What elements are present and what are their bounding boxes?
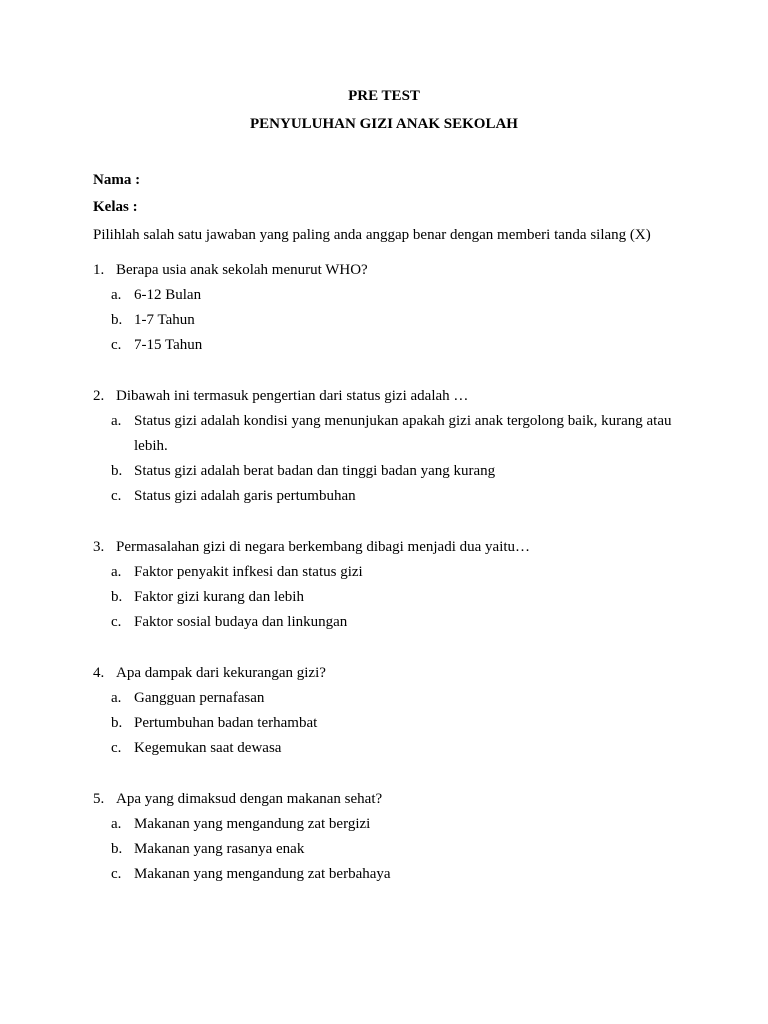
option-letter: b.	[111, 715, 123, 731]
option-letter: c.	[111, 488, 122, 504]
option-text: 1-7 Tahun	[134, 312, 195, 328]
answer-option	[93, 862, 673, 887]
document-subtitle: PENYULUHAN GIZI ANAK SEKOLAH	[250, 116, 518, 132]
option-text: Faktor gizi kurang dan lebih	[134, 589, 304, 605]
question-number: 3.	[93, 539, 105, 555]
option-letter: c.	[111, 614, 122, 630]
option-text: Gangguan pernafasan	[134, 690, 265, 706]
option-letter: b.	[111, 841, 123, 857]
option-letter: a.	[111, 690, 122, 706]
question-1	[93, 258, 673, 358]
option-letter: a.	[111, 564, 122, 580]
option-letter: a.	[111, 413, 122, 429]
answer-option	[93, 409, 673, 459]
answer-option	[93, 484, 673, 509]
option-text: Status gizi adalah garis pertumbuhan	[134, 488, 356, 504]
question-text: Berapa usia anak sekolah menurut WHO?	[116, 262, 368, 278]
option-letter: a.	[111, 816, 122, 832]
option-text: 6-12 Bulan	[134, 287, 202, 303]
question-5	[93, 787, 673, 887]
option-letter: c.	[111, 866, 122, 882]
answer-option	[93, 283, 673, 308]
nama-field-label: Nama :	[93, 172, 141, 188]
question-text: Apa dampak dari kekurangan gizi?	[116, 665, 326, 681]
answer-option	[93, 308, 673, 333]
document-title: PRE TEST	[348, 88, 420, 104]
option-text: Makanan yang mengandung zat berbahaya	[134, 866, 391, 882]
option-letter: b.	[111, 463, 123, 479]
option-text: Kegemukan saat dewasa	[134, 740, 282, 756]
instruction-text: Pilihlah salah satu jawaban yang paling anda anggap benar dengan memberi tanda silang (X)	[93, 227, 651, 243]
answer-option	[93, 736, 673, 761]
answer-option	[93, 333, 673, 358]
question-text: Apa yang dimaksud dengan makanan sehat?	[116, 791, 383, 807]
answer-option	[93, 610, 673, 635]
answer-option	[93, 837, 673, 862]
option-letter: a.	[111, 287, 122, 303]
question-3	[93, 535, 673, 635]
question-text: Dibawah ini termasuk pengertian dari status gizi adalah …	[116, 388, 469, 404]
question-number: 4.	[93, 665, 105, 681]
option-text: Makanan yang mengandung zat bergizi	[134, 816, 371, 832]
question-4	[93, 661, 673, 761]
answer-option	[93, 560, 673, 585]
option-text: Faktor penyakit infkesi dan status gizi	[134, 564, 363, 580]
option-text: Faktor sosial budaya dan linkungan	[134, 614, 348, 630]
option-letter: b.	[111, 589, 123, 605]
option-text: 7-15 Tahun	[134, 337, 203, 353]
question-text: Permasalahan gizi di negara berkembang dibagi menjadi dua yaitu…	[116, 539, 531, 555]
question-number: 2.	[93, 388, 105, 404]
option-letter: c.	[111, 337, 122, 353]
answer-option	[93, 686, 673, 711]
question-number: 5.	[93, 791, 105, 807]
question-2	[93, 384, 673, 509]
option-text: Makanan yang rasanya enak	[134, 841, 305, 857]
option-letter: c.	[111, 740, 122, 756]
option-text: Status gizi adalah kondisi yang menunjukan apakah gizi anak tergolong baik, kurang atau lebih.	[134, 413, 672, 454]
question-number: 1.	[93, 262, 105, 278]
answer-option	[93, 711, 673, 736]
option-text: Status gizi adalah berat badan dan tinggi badan yang kurang	[134, 463, 496, 479]
answer-option	[93, 585, 673, 610]
kelas-field-label: Kelas :	[93, 199, 138, 215]
option-text: Pertumbuhan badan terhambat	[134, 715, 318, 731]
answer-option	[93, 459, 673, 484]
answer-option	[93, 812, 673, 837]
option-letter: b.	[111, 312, 123, 328]
